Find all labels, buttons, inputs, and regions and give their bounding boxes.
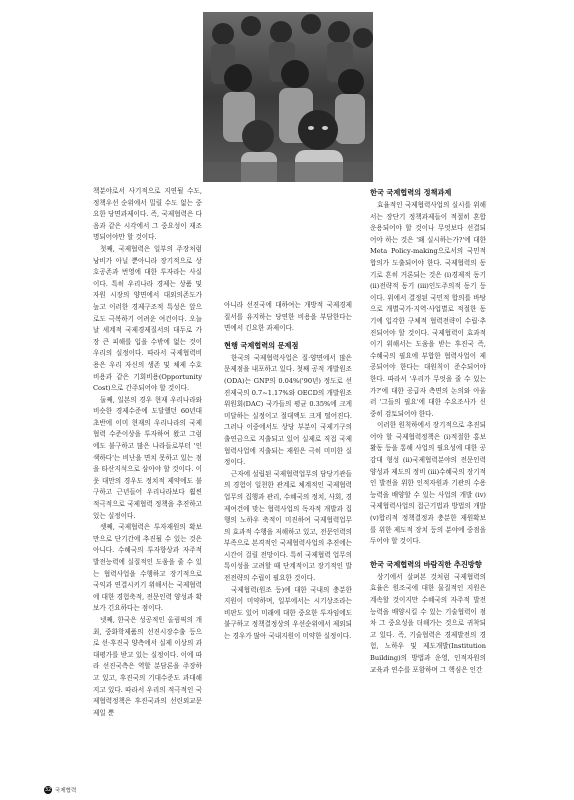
page-number: 32 bbox=[44, 787, 52, 793]
text-column-3 bbox=[370, 186, 486, 762]
paragraph: 국제협력(원조 등)에 대한 국내의 충분한 지원이 미약하며, 일부에서는 시기상조라는 비판도 있어 미래에 대한 중요한 투자임에도 불구하고 정책결정상의 우선순위에서 제외되는 경우가 많아 국내지원이 미약한 실정이다. bbox=[224, 585, 352, 641]
text-column-2 bbox=[224, 300, 352, 762]
text-column-1 bbox=[93, 186, 202, 761]
section-heading: 한국 국제협력의 정책과제 bbox=[370, 188, 452, 197]
paragraph: 근자에 설립된 국제협력업무의 담당기관들의 경험이 일천한 관계로 체계적인 국제협력 업무의 집행과 관리, 수혜국의 정치, 사회, 경제여건에 맞는 협력사업의 독자적 개발과 집행의 노하우 축적이 미진하여 국제협력업무의 효과적 수행을 저해하고 있고, 전문인력의 부족으로 본격적인 국제협력사업의 추진에는 시간이 걸릴 전망이다. 특히 국제협력 업무의 특이성을 고려할 때 단계적이고 장기적인 발전전략의 수립이 필요한 것이다. bbox=[224, 469, 352, 583]
paragraph: 효율적인 국제협력사업의 실시를 위해서는 장단기 정책과제들이 적절히 혼합운용되어야 할 것이나 무엇보다 선결되어야 하는 것은 '왜 실시하는가?'에 대한 Meta Policy-making으로서의 국민적 합의가 도출되어야 한다. 국제협력의 동기로 흔히 거론되는 것은 (i)경제적 동기 (ii)전략적 동기 (iii)인도주의적 동기 등이다. 위에서 결정된 국민적 합의를 바탕으로 개별국가·지역·사업별로 적절한 동기에 입각한 구체적 협력전략이 수립·추진되어야 할 것이다. 국제협력이 효과적이기 위해서는 도움을 받는 후진국 즉, 수혜국의 필요에 부합한 협력사업이 제공되어야 한다는 대원칙이 준수되어야 한다. 따라서 '우리가 무엇을 줄 수 있는가?'에 대한 공급자 측면의 논의와 아울러 '그들의 필요'에 대한 수요조사가 신중히 검토되어야 한다. bbox=[370, 201, 486, 418]
children-photo bbox=[203, 12, 373, 182]
page-footer bbox=[44, 786, 76, 794]
paragraph: 넷째, 한국은 성공적인 올림픽의 개최, 중화학제품의 선진시장수출 등으로 선·후진국 양측에서 실제 이상의 과대평가를 받고 있는 실정이다. 이에 따라 선진국측은 역할 분담론을 주장하고 있고, 후진국의 기대수준도 과대해지고 있다. 따라서 우리의 적극적인 국제협력정책은 후진국과의 선린외교문제일 뿐 bbox=[93, 615, 202, 717]
paragraph: 아니라 선진국에 대하여는 개방적 국제경제질서를 유지하는 당연한 비용을 부담한다는 면에서 긴요한 과제이다. bbox=[224, 301, 352, 333]
section-heading: 현행 국제협력의 문제점 bbox=[224, 340, 299, 350]
paragraph: 둘째, 일본의 경우 현재 우리나라와 비슷한 경제수준에 도달했던 60년대 초반에 이미 현재의 우리나라의 국제협력 수준이상을 투자하여 왔고 그럼에도 불구하고 많은 나라들로부터 '인색하다'는 비난을 면치 못하고 있는 점을 타산지석으로 삼아야 할 것이다. 이 웃 대만의 경우도 정치적 제약에도 불구하고 근년들어 우리나라보다 훨씬 적극적으로 국제협력 정책을 추진하고 있는 실정이다. bbox=[93, 395, 202, 520]
paragraph: 상기에서 살펴본 것처럼 국제협력의 효율은 원조국에 대한 물질적인 지원은 계속할 것이지만 수혜국의 자주적 발전능력을 배양시킬 수 있는 기술협력이 점차 그 중요성을 더해가는 것으로 귀착되고 있다. 즉, 기술협력은 경제발전의 경험, 노하우 및 제도개발(Institution Building)의 방법과 운영, 인적자원의 교육과 연수를 포함하며 그 핵심은 인간 bbox=[370, 572, 486, 674]
paragraph: 한국의 국제협력사업은 질·양면에서 많은 문제점을 내포하고 있다. 첫째 공적 개발원조(ODA)는 GNP의 0.04%('90년) 정도로 선진제국의 0.7~1.17%와 OECD의 개발원조위원회(DAC) 국가들의 평균 0.35%에 크게 미달하는 실정이고 절대액도 크게 떨어진다. 그러나 이중에서도 상당 부분이 국제기구의 출연금으로 지출되고 있어 실제로 직접 국제협력사업에 지출되는 재원은 극히 미미한 실정이다. bbox=[224, 353, 352, 467]
paragraph: 셋째, 국제협력은 투자재원의 확보만으로 단기간에 추진될 수 있는 것은 아니다. 수혜국의 투자향상과 자주적 발전능력에 실질적인 도움을 줄 수 있는 협력사업을 수행하고 장기적으로 국익과 연결시키기 위해서는 국제협력에 대한 경험축적, 전문인력 양성과 확보가 긴요하다는 점이다. bbox=[93, 523, 202, 613]
paragraph: 이러한 원칙하에서 장기적으로 추진되어야 할 국제협력정책은 (i)적절한 홍보 활동 등을 통해 사업의 필요성에 대한 공감대 형성 (ii)국제협력분야의 전문인력 양성과 제도의 정비 (iii)수혜국의 장기적인 발전을 위한 인적자원과 기관의 수용능력을 배양할 수 있는 사업의 개발 (iv)국제협력사업의 접근기법과 방법의 개발 (v)합리적 정책결정과 충분한 재원확보를 위한 제도적 장치 등의 분야에 중점을 두어야 할 것이다. bbox=[370, 421, 486, 546]
children-photo-image bbox=[203, 12, 373, 182]
publication-name: 국제협력 bbox=[55, 788, 77, 794]
paragraph: 책분야로서 사기적으로 지연될 수도, 정책우선 순위에서 밀릴 수도 없는 중요한 당면과제이다. 즉, 국제협력은 다음과 같은 시각에서 그 중요성이 재조명되어야만 할 것이다. bbox=[93, 187, 202, 242]
section-heading: 한국 국제협력의 바람직한 추진방향 bbox=[370, 559, 482, 569]
paragraph: 첫째, 국제협력은 일부의 주장처럼 낭비가 아닐 뿐아니라 장기적으로 상호공존과 번영에 대한 투자라는 사실이다. 특히 우리나라 경제는 상품 및 자원 시장의 양면에서 대외의존도가 높고 이러한 경제구조적 특성은 앞으로도 극복하기 어려운 여건이다. 오늘날 세계적 국제경제질서의 대두로 가장 큰 피해를 입을 수밖에 없는 것이 우리의 실정이다. 따라서 국제협력비용은 우리 자신의 생존 및 체제 수호 비용과 같은 기회비용(Opportunity Cost)으로 간주되어야 할 것이다. bbox=[93, 244, 202, 393]
